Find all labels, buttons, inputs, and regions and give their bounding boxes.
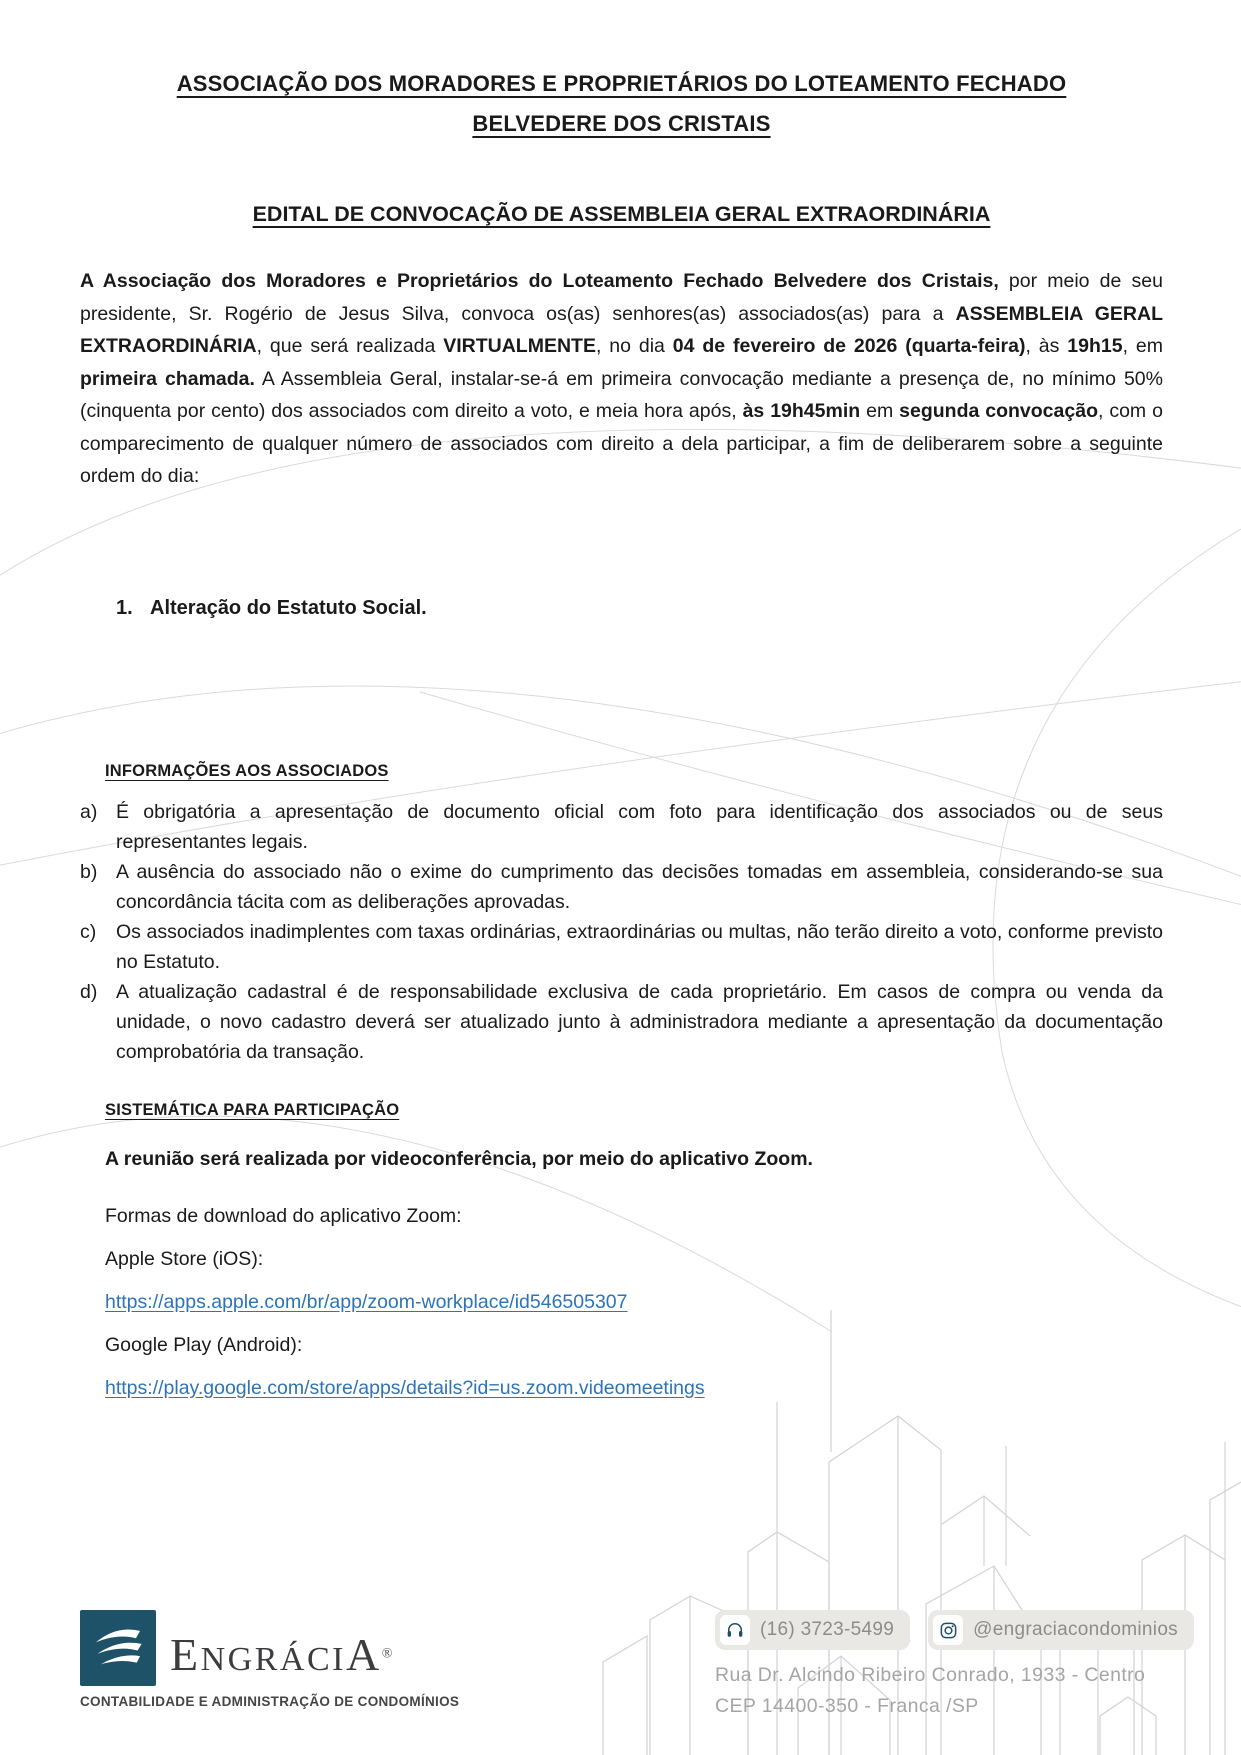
brand-last-letter: A xyxy=(345,1629,382,1680)
registered-mark: ® xyxy=(381,1646,393,1662)
list-item-d xyxy=(80,977,1163,1067)
document-subtitle: EDITAL DE CONVOCAÇÃO DE ASSEMBLEIA GERAL EXTRAORDINÁRIA xyxy=(252,202,991,226)
contact-block xyxy=(715,1610,1185,1722)
brand-caption: CONTABILIDADE E ADMINISTRAÇÃO DE CONDOMÍNIOS xyxy=(80,1694,460,1709)
address-line1: Rua Dr. Alcindo Ribeiro Conrado, 1933 - Centro xyxy=(715,1664,1146,1686)
list-item-label: b) xyxy=(80,860,98,883)
list-item-label: d) xyxy=(80,980,98,1003)
agenda-item-text: Alteração do Estatuto Social. xyxy=(150,596,427,619)
instagram-handle: @engraciacondominios xyxy=(973,1619,1178,1640)
page-title xyxy=(80,64,1163,144)
phone-number: (16) 3723-5499 xyxy=(760,1619,895,1640)
info-list xyxy=(80,797,1163,1067)
participation-section-heading: SISTEMÁTICA PARA PARTICIPAÇÃO xyxy=(105,1100,400,1119)
list-item-b xyxy=(80,857,1163,917)
brand-wordmark xyxy=(170,1629,393,1686)
agenda-item-1 xyxy=(116,597,1163,620)
agenda-item-number: 1. xyxy=(116,596,133,619)
google-play-label: Google Play (Android): xyxy=(105,1333,303,1356)
apple-store-label: Apple Store (iOS): xyxy=(105,1247,264,1270)
list-item-text: A atualização cadastral é de responsabilidade exclusiva de cada proprietário. Em casos de compra ou venda da unidade, o novo cadastro deverá ser atualizado junto à administradora mediante a apresentação da documentação comprobatória da transação. xyxy=(116,980,1163,1063)
logo-row xyxy=(80,1610,440,1686)
info-section-heading: INFORMAÇÕES AOS ASSOCIADOS xyxy=(105,761,389,780)
apple-store-link[interactable]: https://apps.apple.com/br/app/zoom-workplace/id546505307 xyxy=(105,1290,628,1313)
download-intro: Formas de download do aplicativo Zoom: xyxy=(105,1204,462,1227)
phone-pill xyxy=(715,1610,910,1650)
company-logo xyxy=(80,1610,460,1709)
list-item-label: c) xyxy=(80,920,97,943)
instagram-pill xyxy=(928,1610,1194,1650)
brand-middle-letters: NGRÁCI xyxy=(200,1641,346,1678)
google-play-link[interactable]: https://play.google.com/store/apps/details?id=us.zoom.videomeetings xyxy=(105,1376,705,1399)
headset-icon xyxy=(720,1615,750,1645)
list-item-a xyxy=(80,797,1163,857)
download-block xyxy=(105,1201,1163,1403)
address-line2: CEP 14400-350 - Franca /SP xyxy=(715,1695,979,1717)
page-title-line2: BELVEDERE DOS CRISTAIS xyxy=(472,111,771,136)
list-item-text: Os associados inadimplentes com taxas ordinárias, extraordinárias ou multas, não terão direito a voto, conforme previsto no Estatuto. xyxy=(116,920,1163,973)
participation-bold-line: A reunião será realizada por videoconferência, por meio do aplicativo Zoom. xyxy=(105,1147,813,1170)
list-item-label: a) xyxy=(80,800,98,823)
list-item-c xyxy=(80,917,1163,977)
list-item-text: A ausência do associado não o exime do cumprimento das decisões tomadas em assembleia, considerando-se sua concordância tácita com as deliberações aprovadas. xyxy=(116,860,1163,913)
brand-first-letter: E xyxy=(170,1629,201,1680)
waves-icon xyxy=(80,1610,156,1686)
page-footer xyxy=(80,1610,1185,1722)
page-title-line1: ASSOCIAÇÃO DOS MORADORES E PROPRIETÁRIOS DO LOTEAMENTO FECHADO xyxy=(176,71,1067,96)
intro-paragraph: A Associação dos Moradores e Proprietários do Loteamento Fechado Belvedere dos Cristais, por meio de seu presidente, Sr. Rogério de Jesus Silva, convoca os(as) senhores(as) associados(as) para a ASSEMBLEIA GERAL EXTRAORDINÁRIA, que será realizada VIRTUALMENTE, no dia 04 de fevereiro de 2026 (quarta-feira), às 19h15, em primeira chamada. A Assembleia Geral, instalar-se-á em primeira convocação mediante a presença de, no mínimo 50% (cinquenta por cento) dos associados com direito a voto, e meia hora após, às 19h45min em segunda convocação, com o comparecimento de qualquer número de associados com direito a dela participar, a fim de deliberarem sobre a seguinte ordem do dia: xyxy=(80,270,1164,487)
list-item-text: É obrigatória a apresentação de documento oficial com foto para identificação dos associados ou de seus representantes legais. xyxy=(116,800,1163,853)
instagram-icon xyxy=(933,1615,963,1645)
contact-pills xyxy=(715,1610,1185,1650)
